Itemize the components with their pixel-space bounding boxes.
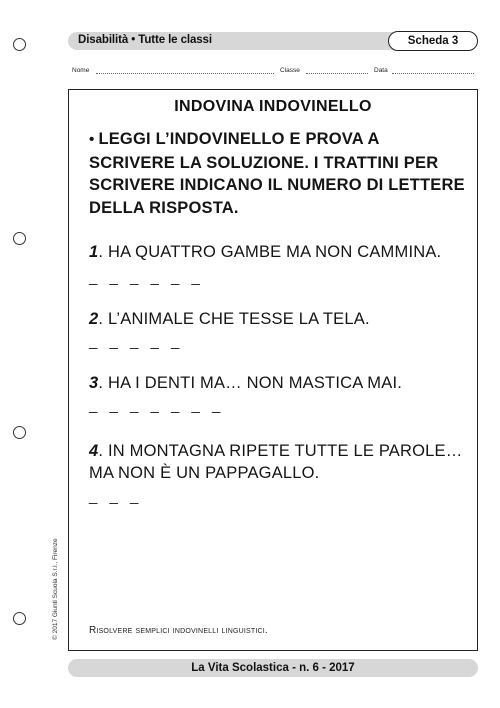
name-field[interactable] [96, 73, 274, 74]
riddle-text: . HA I DENTI MA… NON MASTICA MAI. [98, 374, 403, 392]
worksheet-box [68, 89, 478, 651]
sheet-label: Scheda 3 [388, 31, 478, 51]
answer-blanks-2[interactable]: _ _ _ _ _ [89, 333, 180, 350]
student-info-line [72, 66, 476, 80]
riddle-3 [89, 372, 474, 394]
header-bar [68, 32, 478, 50]
header-category: Disabilità • Tutte le classi [78, 34, 212, 46]
learning-objective: Risolvere semplici indovinelli linguistici. [89, 625, 268, 636]
binder-hole [13, 426, 26, 439]
date-label: Data [374, 67, 388, 74]
answer-blanks-4[interactable]: _ _ _ [89, 488, 139, 505]
binder-hole [13, 612, 26, 625]
answer-blanks-1[interactable]: _ _ _ _ _ _ [89, 269, 200, 286]
instruction-text [89, 128, 469, 219]
name-label: Nome [72, 67, 90, 74]
bullet-icon: • [89, 131, 95, 148]
class-label: Classe [280, 67, 300, 74]
riddle-number: 4 [89, 442, 99, 460]
riddle-number: 2 [89, 310, 99, 328]
riddle-1 [89, 241, 474, 263]
riddle-number: 1 [89, 243, 99, 261]
riddle-number: 3 [89, 374, 99, 392]
riddle-text: . IN MONTAGNA RIPETE TUTTE LE PAROLE… MA NON È UN PAPPAGALLO. [89, 442, 463, 482]
riddle-text: . L’ANIMALE CHE TESSE LA TELA. [98, 310, 370, 328]
date-field[interactable] [392, 73, 474, 74]
instruction-body: LEGGI L’INDOVINELLO E PROVA A SCRIVERE LA SOLUZIONE. I TRATTINI PER SCRIVERE INDICANO IL NUMERO DI LETTERE DELLA RISPOSTA. [89, 130, 465, 217]
class-field[interactable] [306, 73, 368, 74]
worksheet-title: INDOVINA INDOVINELLO [174, 98, 372, 115]
riddle-4 [89, 440, 474, 484]
riddle-text: . HA QUATTRO GAMBE MA NON CAMMINA. [98, 243, 442, 261]
copyright-notice: © 2017 Giunti Scuola S.r.l., Firenze [52, 538, 59, 640]
binder-hole [13, 38, 26, 51]
footer-bar: La Vita Scolastica - n. 6 - 2017 [68, 659, 478, 677]
answer-blanks-3[interactable]: _ _ _ _ _ _ _ [89, 397, 221, 414]
binder-hole [13, 232, 26, 245]
riddle-2 [89, 308, 474, 330]
